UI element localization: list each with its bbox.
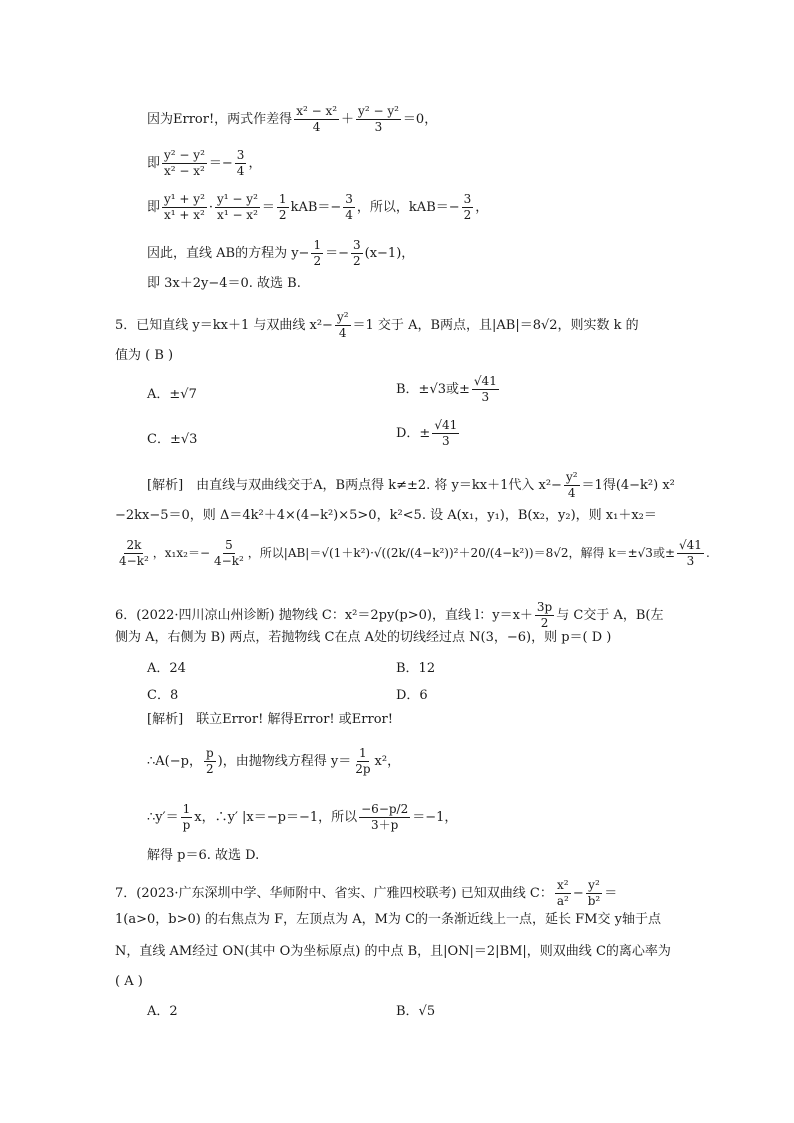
question-5-stem-cont: 值为 ( B )	[115, 348, 174, 363]
text: 因为Error!，两式作差得	[147, 112, 293, 127]
question-7-stem: 7．(2023·广东深圳中学、华师附中、省实、广雅四校联考) 已知双曲线 C： $\frac{\text{x²}}{\text{a²}}$ − $\frac{\text{y²}}{\text{b²}}$ ＝	[115, 878, 618, 908]
question-6-stem-cont: 侧为 A，右侧为 B) 两点，若抛物线 C在点 A处的切线经过点 N(3，−6)，则 p＝( D )	[115, 630, 612, 645]
q6-option-b: B．12	[396, 661, 436, 676]
question-7-stem-3: N，直线 AM经过 ON(其中 O为坐标原点) 的中点 B，且|ON|＝2|BM|，则双曲线 C的离心率为	[115, 944, 671, 959]
q5-option-b: B．±√3或± $\frac{√41}{3}$	[396, 374, 497, 404]
q5-solution-1: [解析] 由直线与双曲线交于A，B两点得 k≠±2. 将 y＝kx＋1代入 x²− $\frac{\text{y²}}{4}$ ＝1得(4−k²) x²	[147, 470, 675, 500]
solution-line-4: 因此，直线 AB的方程为 y− $\frac{1}{2}$ ＝− $\frac{3}{2}$ (x−1)，	[147, 238, 415, 268]
fraction: $\frac{3}{4}$	[236, 148, 245, 178]
fraction: $\frac{\text{y² − y²}}{3}$	[358, 104, 399, 134]
q6-option-c: C．8	[147, 688, 179, 703]
q5-solution-2: −2kx−5＝0，则 Δ＝4k²＋4×(4−k²)×5>0，k²<5. 设 A(x₁，y₁)，B(x₂，y₂)，则 x₁＋x₂＝	[115, 508, 657, 523]
question-7-stem-2: 1(a>0，b>0) 的右焦点为 F，左顶点为 A，M为 C的一条渐近线上一点，延长 FM交 y轴于点	[115, 912, 661, 927]
q6-option-a: A．24	[147, 661, 186, 676]
solution-line-5: 即 3x＋2y−4＝0. 故选 B.	[147, 276, 301, 291]
solution-line-3: 即 $\frac{\text{y¹ + y²}}{\text{x¹ + x²}}$ · $\frac{\text{y¹ − y²}}{\text{x¹ − x²}}$ ＝ $\frac{1}{2}$ kAB＝− $\frac{3}{4}$ ，所以，kAB＝− $\frac{3}{2}$ ，	[147, 192, 489, 222]
fraction: $\frac{\text{x² − x²}}{4}$	[296, 104, 338, 134]
q5-solution-3: $\frac{2k}{\text{4−k²}}$ ，x₁x₂＝− $\frac{5}{\text{4−k²}}$ ，所以|AB|＝√(1＋k²)·√((2k/(4−k²))²＋20/(4−k²))＝8√2，解得 k＝±√3或± $\frac{√41}{3}$ .	[119, 538, 710, 568]
q6-solution-1: [解析] 联立Error! 解得Error! 或Error!	[147, 712, 393, 727]
q6-solution-4: 解得 p＝6. 故选 D.	[147, 848, 260, 863]
question-5-stem: 5．已知直线 y＝kx＋1 与双曲线 x²− $\frac{\text{y²}}{4}$ ＝1 交于 A，B两点，且|AB|＝8√2，则实数 k 的	[115, 310, 639, 340]
q7-option-a: A．2	[147, 1004, 178, 1019]
q6-solution-2: ∴A(−p， $\frac{p}{2}$ )，由抛物线方程得 y＝ $\frac{1}{2p}$ x²，	[147, 746, 401, 776]
q5-option-c: C．±√3	[147, 432, 198, 447]
question-6-stem: 6．(2022·四川凉山州诊断) 抛物线 C：x²＝2py(p>0)，直线 l：y＝x＋ $\frac{3p}{2}$ 与 C交于 A，B(左	[115, 600, 664, 630]
q7-option-b: B．√5	[396, 1004, 436, 1019]
q6-solution-3: ∴y′＝ $\frac{1}{p}$ x，∴y′ |x＝−p＝−1，所以 $\frac{-6-p/2}{3+p}$ ＝−1，	[147, 802, 458, 832]
solution-line-1: 因为Error!，两式作差得 $\frac{\text{x² − x²}}{4}$ ＋ $\frac{\text{y² − y²}}{3}$ ＝0，	[147, 104, 438, 134]
solution-line-2: 即 $\frac{\text{y² − y²}}{\text{x² − x²}}$ ＝− $\frac{3}{4}$ ，	[147, 148, 262, 178]
question-7-stem-4: ( A )	[115, 974, 143, 989]
q5-option-d: D．± $\frac{√41}{3}$	[396, 418, 458, 448]
q6-option-d: D．6	[396, 688, 428, 703]
q5-option-a: A．±√7	[147, 387, 197, 402]
fraction: $\frac{\text{y² − y²}}{\text{x² − x²}}$	[164, 148, 205, 178]
